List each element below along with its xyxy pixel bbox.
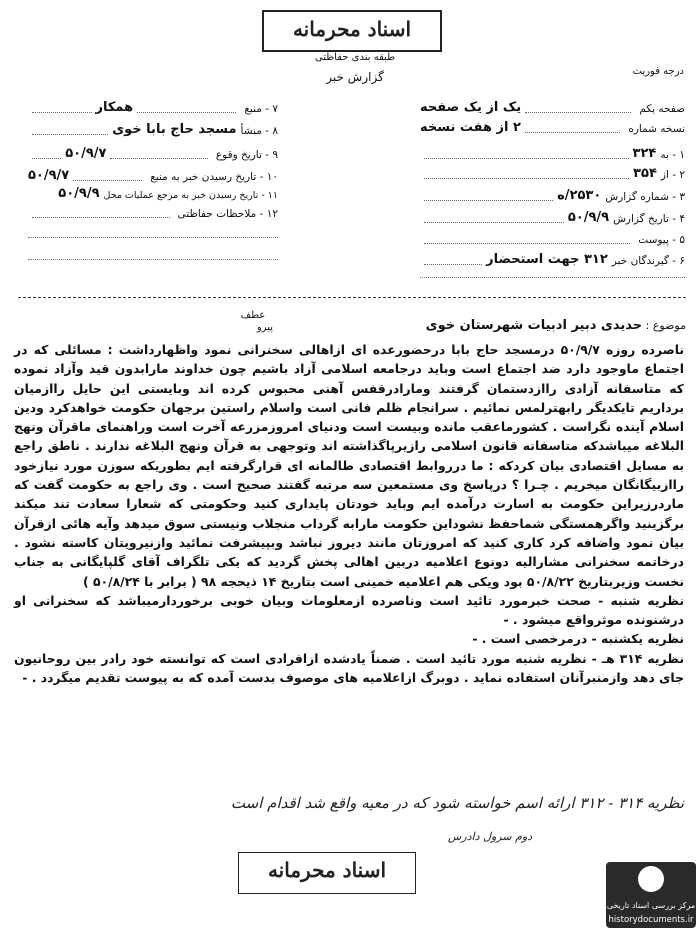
right-field-from-value: ۳۵۴ xyxy=(633,166,657,181)
left-field-10-value: ۵۰/۹/۷ xyxy=(28,168,70,183)
right-field-report-number-label: ۳ - شماره گزارش xyxy=(605,191,685,203)
left-blank-line-2 xyxy=(28,258,278,260)
left-field-8-value: مسجد حاج بابا خوی xyxy=(112,122,237,137)
subject-label: موضوع xyxy=(652,319,686,332)
right-field-recipients xyxy=(420,252,685,267)
left-field-10-label: ۱۰ - تاریخ رسیدن خبر به منبع xyxy=(150,171,278,183)
right-field-report-date-value: ۵۰/۹/۹ xyxy=(567,210,610,225)
left-field-7-label: ۷ - منبع xyxy=(244,103,278,115)
watermark-line-1: مرکز بررسی اسناد تاریخی xyxy=(606,901,696,910)
right-field-to-label: ۱ - به xyxy=(660,149,685,161)
watermark-line-2: historydocuments.ir xyxy=(608,915,694,925)
form-title: گزارش خبر xyxy=(326,70,384,84)
report-body xyxy=(14,340,684,687)
right-field-report-number-value: ۲۵۳۰/ه xyxy=(557,188,602,203)
right-field-from xyxy=(420,166,685,181)
right-field-to xyxy=(420,146,685,161)
right-blank-line xyxy=(420,276,685,278)
subject-value: حدیدی دبیر ادبیات شهرستان خوی xyxy=(425,318,643,333)
archive-logo-icon xyxy=(638,866,664,892)
left-field-11-value: ۵۰/۹/۹ xyxy=(58,186,100,201)
right-field-report-date xyxy=(420,210,685,225)
body-paragraph-main: ناصرده روزه ۵۰/۹/۷ درمسجد حاج بابا درحضورعده ای ازاهالی سخنرانی نمود واظهارداشت : مسائلی که در اجتماع ماوجود دارد ضد اجتماع است وباید درجامعه اسلامی آزاد باشیم چون خداوند مارابدون قید وآزاد نموده که متاسفانه آزادی راازدستمان گرفتند ومارادرقفس آهنی محبوس کرده اند وبایستی این حایل راازمیان برداریم تایکدیگر رابهترلمس نمائیم . سرانجام ظلم فانی است واسلام راستین برجهان حکومت خواهدکرد ودین اسلام آینده نگراست . کشورماعقب مانده وبیست است ودنیای امروزمزرعه آخرت است وراهنمای ماقرآن ونهج البلاغه میباشدکه متاسفانه قانون اسلامی رازیرپاگذاشته اند وتوجهی به قرآن ونهج البلاغه ندارند . ناطق راجع به مسایل اقتصادی بیان کردکه : ما درروابط اقتصادی طالمانه ای قرارگرفته ایم بطوریکه سوزن مورد نیازخود راازبیگانگان میخریم . چـرا ؟ درپاسخ وی مستمعین سه مرتبه گفتند صحیح است . وی راجع به حکومت گفت که ماردرزیراین حکومت به اسارت درآمده ایم وباید خودتان پایداری کنید وحکومتی که شعارا سعادت تند میکند برگزینید واگرهمستگی شماحفظ نشوداین حکومت مارابه گرداب منجلاب ونیستی سوق میدهد وآیه هائی ازقرآن بیان نمود واضافه کرد کاری کنید که امروزتان مانند دیروز نباشد وبپیشرفت نمائید وازنیرویتان کاسته نشود . درخاتمه سخنرانی مشارالیه دونوع اعلامیه دربین اهالی پخش گردید که یکی تلگراف آقای گلپایگانی به جناب نخست وزیربتاریخ ۵۰/۸/۲۲ بود ویکی هم اعلامیه خمینی است بتاریخ ۱۴ ذیحجه ۹۸ ( برابر با ۵۰/۸/۲۴ ) xyxy=(14,342,685,589)
margin-note-atf: عطف xyxy=(240,310,266,321)
right-field-from-label: ۲ - از xyxy=(660,169,685,181)
left-field-9 xyxy=(28,146,278,161)
margin-note-peyro: پیرو xyxy=(256,322,274,333)
left-field-8 xyxy=(28,122,278,137)
body-paragraph-saturday-opinion: نظریه شنبه - صحت خبرمورد تائید است وناصرده ازمعلومات وبیان خوبی برخوردارمیباشد که سخنرانی او درشنونده موثرواقع میشود . - xyxy=(14,592,684,628)
left-blank-line-1 xyxy=(28,236,278,238)
left-field-7 xyxy=(28,100,278,115)
left-field-7-value: همکار xyxy=(95,100,134,115)
left-field-11-label: ۱۱ - تاریخ رسیدن خبر به مرجع عملیات محل xyxy=(103,190,278,201)
right-field-page xyxy=(420,100,685,115)
header-separator xyxy=(18,296,686,298)
left-field-12-label: ۱۲ - ملاحظات حفاظتی xyxy=(177,208,278,220)
left-field-9-label: ۹ - تاریخ وقوع xyxy=(215,149,278,161)
right-field-to-value: ۳۲۴ xyxy=(632,146,657,161)
right-field-copy-value: ۲ از هفت نسخه xyxy=(420,120,521,135)
right-field-recipients-value: ۳۱۲ جهت استحضار xyxy=(486,252,608,267)
top-stamp: اسناد محرمانه xyxy=(262,10,442,52)
right-field-attachment-label: ۵ - پیوست xyxy=(638,234,685,246)
right-field-page-label: صفحه یکم xyxy=(639,103,685,115)
right-field-recipients-label: ۶ - گیرندگان خبر xyxy=(611,255,685,267)
handwritten-signature: دوم سرول دادرس xyxy=(447,830,533,843)
right-field-report-number xyxy=(420,188,685,203)
priority-label: درجه فوریت xyxy=(632,66,684,77)
body-paragraph-314-opinion: نظریه ۳۱۴ هـ - نظریه شنبه مورد تائید است . ضمناً یادشده ازافرادی است که توانسته خود رادر بین روحانیون جای دهد وازمنبرآنان استفاده نماید . دوبرگ ازاعلامیه های موصوف بدست آمده که به پیوست تقدیم میگردد . - xyxy=(14,650,684,686)
right-field-copy xyxy=(420,120,685,135)
body-paragraph-sunday-opinion: نظریه یکشنبه - درمرخصی است . - xyxy=(472,631,684,647)
handwritten-note: نظریه ۳۱۴ - ۳۱۲ ارائه اسم خواسته شود که در معیه واقع شد اقدام است xyxy=(230,794,684,812)
right-field-report-date-label: ۴ - تاریخ گزارش xyxy=(613,213,685,225)
left-field-8-label: ۸ - منشأ xyxy=(240,125,278,137)
right-field-copy-label: نسخه شماره xyxy=(628,123,685,135)
subject-line: موضوع : حدیدی دبیر ادبیات شهرستان خوی xyxy=(425,318,686,333)
left-field-10 xyxy=(28,168,278,183)
classification-caption: طبقه بندی حفاظتی xyxy=(314,52,396,63)
right-field-attachment xyxy=(420,234,685,246)
left-field-11 xyxy=(18,186,278,201)
left-field-12 xyxy=(28,208,278,220)
left-field-9-value: ۵۰/۹/۷ xyxy=(65,146,107,161)
right-field-page-value: یک از یک صفحه xyxy=(420,100,522,115)
bottom-stamp: اسناد محرمانه xyxy=(238,852,416,894)
archive-watermark xyxy=(606,862,696,928)
